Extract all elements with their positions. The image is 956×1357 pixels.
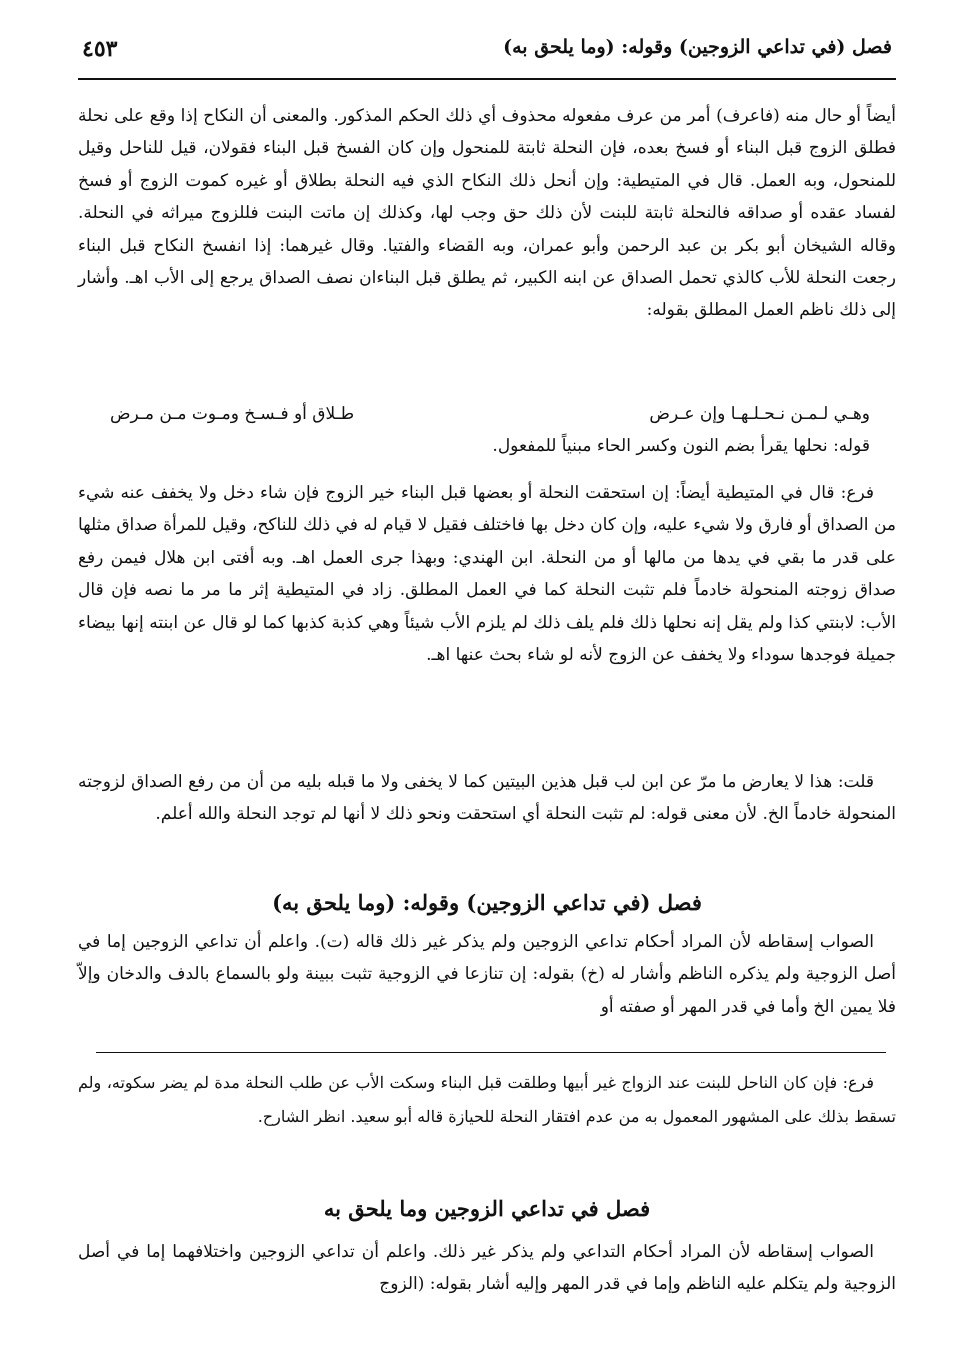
verse-hemistich-2: طـلاق أو فـسـخ ومـوت مـن مـرض xyxy=(110,404,355,424)
paragraph-3-text: قلت: هذا لا يعارض ما مرّ عن ابن لب قبل هذين البيتين كما لا يخفى ولا ما قبله بليه من أن من رفع الصداق لزوجته المنحولة خادماً الخ. لأن معنى قوله: لم تثبت النحلة أي استحقت ونحو ذلك لا أنها لم توجد النحلة والله أعلم. xyxy=(78,772,896,825)
footnote xyxy=(78,1066,896,1134)
running-header xyxy=(78,30,896,80)
paragraph-4-text: الصواب إسقاطه لأن المراد أحكام تداعي الزوجين ولم يذكر غير ذلك قاله (ت). واعلم أن تداعي الزوجين إما في أصل الزوجية ولم يذكره الناظم وأشار له (خ) بقوله: إن تنازعا في الزوجية تثبت ببينة ولو بالسماع بالدف والدخان وإلاّ فلا يمين الخ وأما في قدر المهر أو صفته أو xyxy=(78,932,896,1017)
paragraph-1 xyxy=(78,100,896,327)
paragraph-5 xyxy=(78,1236,896,1301)
verse-line xyxy=(110,398,870,430)
paragraph-5-text: الصواب إسقاطه لأن المراد أحكام التداعي ولم يذكر غير ذلك. واعلم أن تداعي الزوجين واختلافهما إما في أصل الزوجية ولم يتكلم عليه الناظم وإما في قدر المهر وإليه أشار بقوله: (الزوج xyxy=(78,1242,896,1295)
paragraph-2-text: فرع: قال في المتيطية أيضاً: إن استحقت النحلة أو بعضها قبل البناء خير الزوج فإن شاء دخل ولا يخفف عنه شيء من الصداق أو فارق ولا شيء عليه، وإن كان دخل بها فاختلف فقيل لا قيام له في ذلك للناكح، وقيل للمرأة صداق مثلها على قدر ما بقي في يدها من مالها أو من النحلة. ابن الهندي: وبهذا جرى العمل اهـ. وبه أفتى ابن هلال فيمن رفع صداق زوجته المنحولة خادماً فلم تثبت النحلة كما في العمل المطلق. زاد في المتيطية إثر ما مر ما نصه فإن قال الأب: لابنتي كذا ولم يقل إنه نحلها ذلك فلم يلف ذلك لم يلزم الأب شيئاً وهي كذبة كذبها كما لو قال عن ابنته إنها بيضاء جميلة فوجدها سوداء ولا يخفف عن الزوج لأنه لو شاء بحث عنها اهـ. xyxy=(78,483,896,666)
footnote-divider xyxy=(96,1052,886,1053)
poem-verse xyxy=(110,398,870,462)
page-number: ٤٥٣ xyxy=(82,36,118,62)
paragraph-3 xyxy=(78,766,896,831)
paragraph-1-text: أيضاً أو حال منه (فاعرف) أمر من عرف مفعوله محذوف أي ذلك الحكم المذكور. والمعنى أن النكاح إذا وقع على نحلة فطلق الزوج قبل البناء أو فسخ بعده، فإن النحلة ثابتة للمنحول وإن كان الفسخ قبل البناء فقولان، قيل للناحل وقيل للمنحول، وبه العمل. قال في المتيطية: وإن أنحل ذلك النكاح الذي فيه النحلة بطلاق أو غيره كموت الزوج أو فسخ لفساد عقده أو صداقه فالنحلة ثابتة للبنت لأن ذلك حق وجب لها، وكذلك إن ماتت البنت فللزوج ميراثه في النحلة. وقاله الشيخان أبو بكر بن عبد الرحمن وأبو عمران، وبه القضاء والفتيا. وقال غيرهما: إذا انفسخ النكاح قبل البناء رجعت النحلة للأب كالذي تحمل الصداق عن ابنه الكبير، ثم يطلق قبل البناءان نصف الصداق يرجع إلى الأب اهـ. وأشار إلى ذلك ناظم العمل المطلق بقوله: xyxy=(78,106,896,321)
paragraph-2 xyxy=(78,477,896,671)
verse-hemistich-1: وهـي لـمـن نـحـلـهـا وإن عـرض xyxy=(649,404,870,424)
section-heading-1: فصل (في تداعي الزوجين) وقوله: (وما يلحق به) xyxy=(272,890,702,915)
paragraph-4 xyxy=(78,926,896,1023)
section-heading-2: فصل في تداعي الزوجين وما يلحق به xyxy=(323,1196,651,1221)
verse-note: قوله: نحلها يقرأ بضم النون وكسر الحاء مبنياً للمفعول. xyxy=(492,436,870,456)
running-title: فصل (في تداعي الزوجين) وقوله: (وما يلحق به) xyxy=(503,36,892,58)
footnote-text: فرع: فإن كان الناحل للبنت عند الزواج غير أبيها وطلقت قبل البناء وسكت الأب عن طلب النحلة مدة لم يضر سكوته، ولم تسقط بذلك على المشهور المعمول به من عدم افتقار النحلة للحيازة قاله أبو سعيد. انظر الشارح. xyxy=(78,1073,896,1126)
